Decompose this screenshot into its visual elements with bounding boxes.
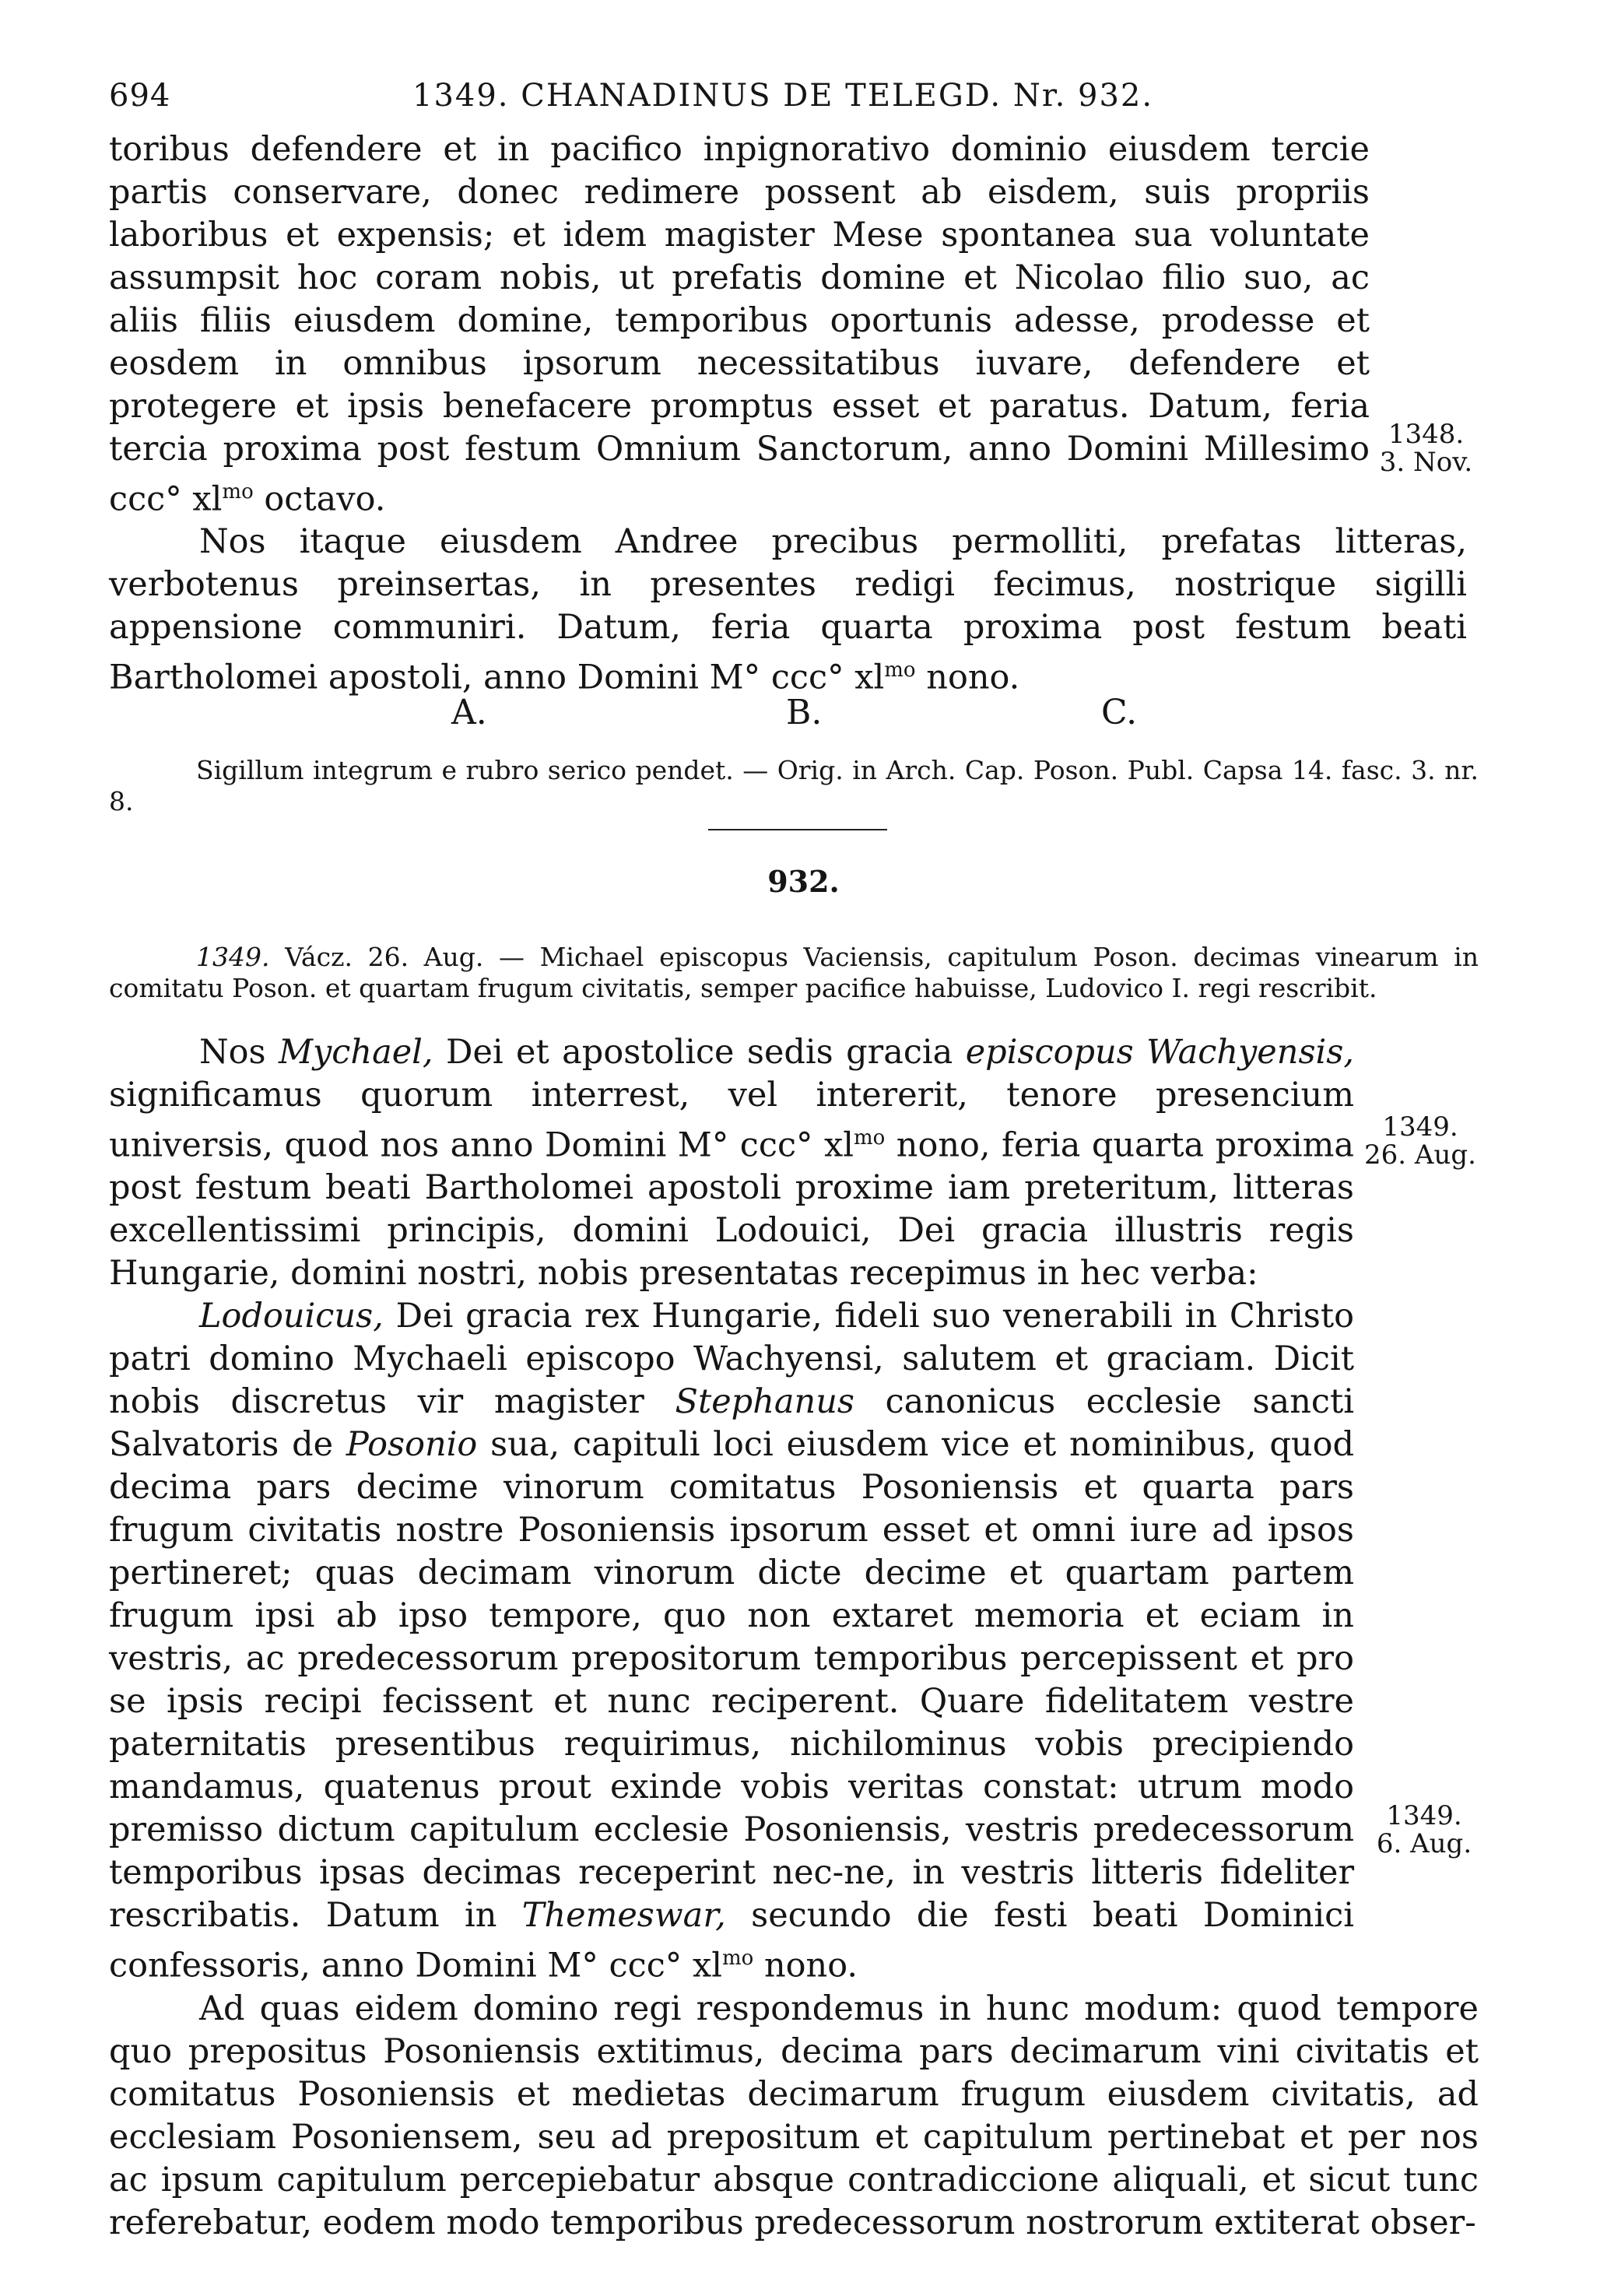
doc-paragraph-2 (109, 1295, 1354, 1987)
seal-note (109, 755, 1479, 817)
superscript-mo: mo (884, 658, 916, 683)
king-name: Lodouicus, (199, 1297, 384, 1336)
doc-p1-b: Dei et apostolice sedis gracia (433, 1033, 966, 1072)
doc-p2-b: canonicus ecclesie sancti Salvatoris de (109, 1382, 1354, 1465)
superscript-mo: mo (854, 1126, 886, 1150)
running-title: 1349. CHANADINUS DE TELEGD. Nr. 932. (412, 78, 1154, 114)
margin-date-1 (1370, 420, 1482, 476)
doc-p1-a: Nos (199, 1033, 279, 1072)
margin-date-3-day: 6. Aug. (1376, 1828, 1472, 1859)
canon-name: Stephanus (675, 1382, 854, 1422)
chirograph-letter-b: B. (786, 693, 823, 732)
doc-p2-a: Dei gracia rex Hungarie, fideli suo venerabili in Christo patri domino Mychaeli episcopo Wachyensi, salutem et graciam. Dicit nobis discretus vir magister (109, 1297, 1354, 1422)
margin-date-2-day: 26. Aug. (1364, 1139, 1476, 1171)
page-number: 694 (109, 78, 171, 114)
margin-date-3-year: 1349. (1386, 1800, 1462, 1831)
issuer-title: episcopus Wachyensis, (965, 1033, 1355, 1072)
prev-paragraph-2 (109, 521, 1467, 699)
chirograph-letter-a: A. (451, 693, 487, 732)
place-posonio: Posonio (346, 1425, 478, 1465)
regest-text (109, 942, 1479, 1004)
doc-p1-d: nono, feria quarta proxima post festum beati Bartholomei apostoli proxime iam preteritum, litteras excellentissimi principis, domini Lodouici, Dei gracia illustris regis Hungarie, domini nostri, nobis presentatas recepimus in hec verba: (109, 1125, 1354, 1294)
margin-date-1-year: 1348. (1388, 419, 1465, 450)
prev-paragraph-1-text: toribus defendere et in pacifico inpignorativo dominio eiusdem tercie partis conservare, donec redimere possent ab eisdem, suis propriis laboribus et expensis; et idem magister Mese spontanea sua voluntate assumpsit hoc coram nobis, ut prefatis domine et Nicolao filio suo, ac aliis filiis eiusdem domine, temporibus oportunis adesse, prodesse et eosdem in omnibus ipsorum necessitatibus iuvare, defendere et protegere et ipsis benefacere promptus esset et paratus. Datum, feria tercia proxima post festum Omnium Sanctorum, anno Domini Millesimo ccc° xl (109, 130, 1370, 519)
previous-document-text (109, 128, 1467, 700)
seal-note-text: Sigillum integrum e rubro serico pendet. — Orig. in Arch. Cap. Poson. Publ. Capsa 14. fasc. 3. nr. 8. (109, 755, 1479, 816)
document-body (109, 1031, 1479, 2245)
place-themeswar: Themeswar, (521, 1896, 726, 1936)
document-number: 932. (767, 864, 840, 899)
doc-p3: Ad quas eidem domino regi respondemus in hunc modum: quod tempore quo prepositus Posoniensis extitimus, decima pars decimarum vini civitatis et comitatus Posoniensis et medietas decimarum frugum eiusdem civitatis, ad ecclesiam Posoniensem, seu ad prepositum et capitulum pertinebat et per nos ac ipsum capitulum percepiebatur absque contradiccione aliquali, et sicut tunc referebatur, eodem modo temporibus predecessorum nostrorum extiterat obser- (109, 1989, 1479, 2242)
doc-paragraph-3 (109, 1988, 1479, 2245)
superscript-mo: mo (721, 1947, 754, 1971)
doc-p2-c: sua, capituli loci eiusdem vice et nominibus, quod decima pars decime vinorum comitatus Posoniensis et quarta pars frugum civitatis nostre Posoniensis ipsorum esset et omni iure ad ipsos pertineret; quas decimam vinorum dicte decime et quartam partem frugum ipsi ab ipso tempore, quo non extaret memoria et eciam in vestris, ac predecessorum prepositorum temporibus percepissent et pro se ipsis recipi fecissent et nunc reciperent. Quare fidelitatem vestre paternitatis presentibus requirimus, nichilominus vobis precipiendo mandamus, quatenus prout exinde vobis veritas constat: utrum modo premisso dictum capitulum ecclesie Posoniensis, vestris predecessorum temporibus ipsas decimas receperint nec-ne, in vestris litteris fideliter rescribatis. Datum in (109, 1425, 1354, 1936)
prev-paragraph-1 (109, 128, 1370, 521)
superscript-mo: mo (222, 480, 254, 504)
doc-p2-d: secundo die festi beati Dominici confessoris, anno Domini M° ccc° xl (109, 1896, 1354, 1985)
prev-paragraph-2-end: nono. (915, 658, 1020, 697)
regest-body: Vácz. 26. Aug. — Michael episcopus Vaciensis, capitulum Poson. decimas vinearum in comitatu Poson. et quartam frugum civitatis, semper pacifice habuisse, Ludovico I. regi rescribit. (109, 942, 1479, 1003)
doc-p1-c: significamus quorum interrest, vel intererit, tenore presencium universis, quod nos anno Domini M° ccc° xl (109, 1076, 1354, 1165)
margin-date-3 (1362, 1802, 1486, 1858)
regest (109, 942, 1479, 1004)
prev-paragraph-2-text: Nos itaque eiusdem Andree precibus permolliti, prefatas litteras, verbotenus preinsertas, in presentes redigi fecimus, nostrique sigilli appensione communiri. Datum, feria quarta proxima post festum beati Bartholomei apostoli, anno Domini M° ccc° xl (109, 522, 1467, 697)
doc-p2-e: nono. (753, 1946, 858, 1985)
issuer-name: Mychael, (278, 1033, 433, 1072)
chirograph-letter-c: C. (1101, 693, 1138, 732)
margin-date-1-day: 3. Nov. (1379, 447, 1473, 478)
margin-date-2-year: 1349. (1382, 1111, 1458, 1143)
doc-paragraph-1 (109, 1031, 1354, 1295)
regest-date: 1349. (196, 942, 270, 972)
prev-paragraph-1-end: octavo. (253, 479, 386, 519)
separator-rule (708, 829, 887, 830)
margin-date-2 (1358, 1113, 1482, 1169)
